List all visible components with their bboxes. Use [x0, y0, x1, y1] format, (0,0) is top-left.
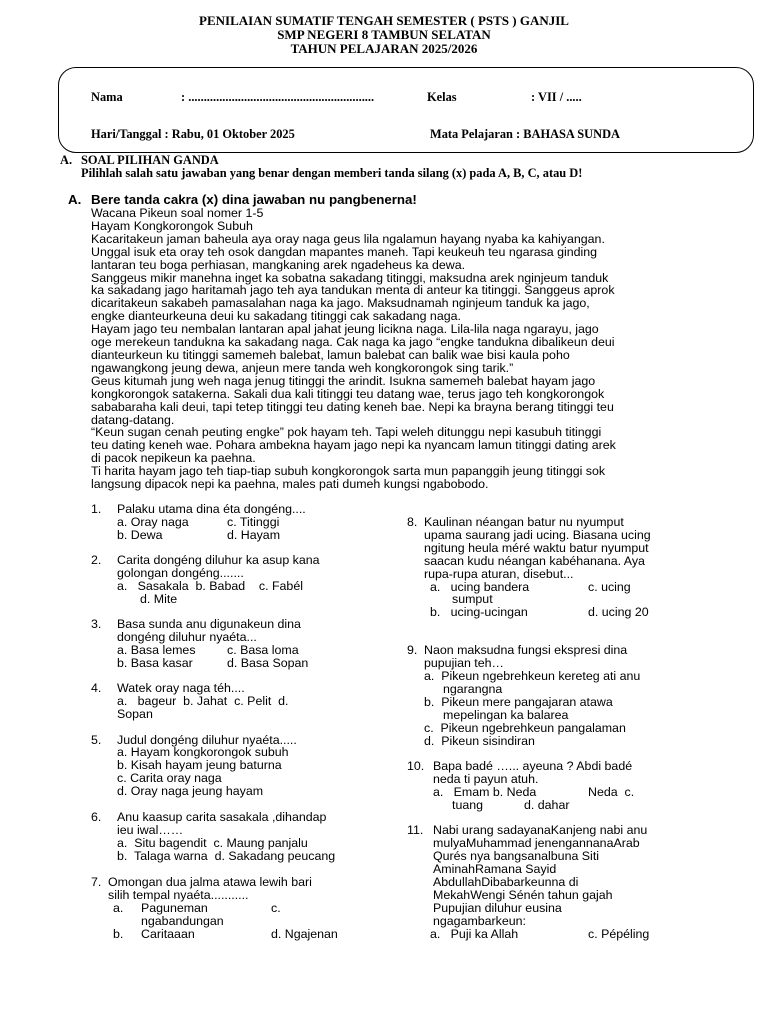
- reading-line: engke dianteurkeuna deui ku sakadang titinggi cak sakadang naga.: [91, 309, 461, 324]
- reading-line: Sanggeus mikir manehna inget ka sobatna sakadang titinggi, maksudna arek nginjeum tanduk: [91, 270, 609, 285]
- question-9-option-b-cont: mepelingan ka balarea: [443, 708, 569, 722]
- section-sunda-letter: A.: [68, 192, 82, 207]
- question-10-option-d[interactable]: d. dahar: [524, 798, 570, 812]
- question-1-option-a[interactable]: a. Oray naga: [117, 515, 189, 529]
- mata-pelajaran: Mata Pelajaran : BAHASA SUNDA: [430, 127, 620, 141]
- question-8-text-cont: saacan kudu néangan kabéhanana. Aya: [424, 554, 645, 568]
- question-2-number: 2.: [91, 553, 102, 567]
- reading-line: Hayam Kongkorongok Subuh: [91, 218, 253, 233]
- question-3-text-cont: dongéng diluhur nyaéta...: [117, 630, 257, 644]
- question-4-option-d[interactable]: Sopan: [117, 707, 153, 721]
- question-2-text-cont: golongan dongéng.......: [117, 566, 244, 580]
- question-6-options-ac[interactable]: a. Situ bagendit c. Maung panjalu: [117, 836, 308, 850]
- question-10-number: 10.: [407, 759, 425, 773]
- nama-field[interactable]: : ............................................................: [181, 90, 375, 104]
- reading-line: sababaraha kali deui, tapi tetep titinggi teu dating keneh bae. Nepi ka brayna berang titinggi teu: [91, 399, 614, 414]
- section-title: SOAL PILIHAN GANDA: [81, 153, 219, 167]
- question-11-text-cont: AminahRamana Sayid: [433, 862, 557, 876]
- question-7-option-b[interactable]: Caritaaan: [141, 927, 195, 941]
- question-7-text: Omongan dua jalma atawa lewih bari: [108, 875, 312, 889]
- question-5-option-d[interactable]: d. Oray naga jeung hayam: [117, 784, 264, 798]
- question-1-option-d[interactable]: d. Hayam: [227, 528, 281, 542]
- hari-tanggal: Hari/Tanggal : Rabu, 01 Oktober 2025: [91, 127, 295, 141]
- header-title: PENILAIAN SUMATIF TENGAH SEMESTER ( PSTS ) GANJIL: [199, 13, 569, 28]
- reading-line: Wacana Pikeun soal nomer 1-5: [91, 206, 264, 220]
- reading-line: Kacaritakeun jaman baheula aya oray naga geus lila ngalamun hayang nyaba ka kahiyangan.: [91, 231, 605, 246]
- question-6-text-cont: ieu iwal……: [117, 823, 184, 837]
- header-school: SMP NEGERI 8 TAMBUN SELATAN: [277, 27, 491, 42]
- question-8-option-d[interactable]: d. ucing 20: [588, 605, 649, 619]
- question-8-text: Kaulinan néangan batur nu nyumput: [424, 515, 624, 529]
- question-9-option-a-cont: ngarangna: [443, 682, 503, 696]
- question-10-option-c[interactable]: Neda c.: [588, 785, 635, 799]
- reading-line: dianteurkeun ku titinggi samemeh balebat, lamun balebat can balik wae bisi kaula poho: [91, 347, 570, 362]
- question-2-options-abc[interactable]: a. Sasakala b. Babad c. Fabél: [117, 579, 303, 593]
- question-2-option-d[interactable]: d. Mite: [140, 592, 178, 606]
- question-10-text: Bapa badé …... ayeuna ? Abdi badé: [433, 759, 633, 773]
- question-3-number: 3.: [91, 617, 102, 631]
- question-3-text: Basa sunda anu digunakeun dina: [117, 617, 301, 631]
- question-5-option-b[interactable]: b. Kisah hayam jeung baturna: [117, 758, 282, 772]
- header-year: TAHUN PELAJARAN 2025/2026: [290, 41, 478, 56]
- reading-line: ka sakadang jago haritamah jago teh aya tandukan menta di anteur ka titinggi. Sanggeus aprok: [91, 283, 615, 298]
- question-6-options-bd[interactable]: b. Talaga warna d. Sakadang peucang: [117, 849, 336, 863]
- question-3-option-b[interactable]: b. Basa kasar: [117, 656, 193, 670]
- nama-label: Nama: [91, 90, 123, 104]
- kelas-label: Kelas: [427, 90, 457, 104]
- reading-line: Hayam jago teu nembalan lantaran apal jahat jeung licikna naga. Lila-lila naga ngarayu, jago: [91, 322, 599, 337]
- question-11-text-cont: AbdullahDibabarkeunna di: [433, 875, 579, 889]
- question-4-number: 4.: [91, 681, 102, 695]
- question-6-text: Anu kaasup carita sasakala ,dihandap: [117, 810, 327, 824]
- question-11-option-c[interactable]: c. Pépéling: [588, 927, 650, 941]
- question-7-number: 7.: [91, 875, 102, 889]
- question-8-option-a[interactable]: a. ucing bandera: [430, 580, 530, 594]
- question-11-number: 11.: [407, 823, 424, 837]
- question-7-option-a[interactable]: Paguneman: [141, 901, 208, 915]
- question-5-text: Judul dongéng diluhur nyaéta.....: [117, 733, 297, 747]
- question-9-number: 9.: [407, 643, 418, 657]
- reading-line: Geus kitumah jung weh naga jenug titinggi the arindit. Isukna samemeh balebat hayam jago: [91, 373, 596, 388]
- reading-line: “Keun sugan cenah peuting engke” pok hayam teh. Tapi weleh ditunggu nepi kasubuh titinggi: [91, 425, 602, 440]
- kelas-field[interactable]: : VII / .....: [531, 90, 582, 104]
- reading-line: teu dating keneh wae. Pohara ambekna hayam jago nepi ka nyancam lamun titinggi dating arek: [91, 438, 616, 453]
- question-4-text: Watek oray naga téh....: [117, 681, 245, 695]
- question-7-text-cont: silih tempal nyaéta...........: [108, 888, 249, 902]
- question-8-option-b[interactable]: b. ucing-ucingan: [430, 605, 528, 619]
- question-10-option-c-cont: tuang: [452, 798, 484, 812]
- question-8-number: 8.: [407, 515, 418, 529]
- question-5-option-c[interactable]: c. Carita oray naga: [117, 771, 222, 785]
- reading-line: di pacok nepikeun ka paehna.: [91, 451, 256, 466]
- question-3-option-a[interactable]: a. Basa lemes: [117, 643, 196, 657]
- question-9-option-b[interactable]: b. Pikeun mere pangajaran atawa: [424, 695, 613, 709]
- question-7-option-c[interactable]: ngabandungan: [141, 914, 224, 928]
- question-1-number: 1.: [91, 502, 102, 516]
- section-letter: A.: [60, 153, 73, 167]
- question-5-number: 5.: [91, 733, 102, 747]
- reading-line: datang-datang.: [91, 412, 175, 427]
- question-11-text-cont: Pupujian diluhur eusina: [433, 901, 562, 915]
- question-7-option-b-letter: b.: [113, 927, 124, 941]
- section-instruction: Pilihlah salah satu jawaban yang benar dengan memberi tanda silang (x) pada A, B, C, atau D!: [81, 166, 583, 180]
- question-1-text: Palaku utama dina éta dongéng....: [117, 502, 306, 516]
- question-8-text-cont: rupa-rupa aturan, disebut...: [424, 567, 574, 581]
- question-7-option-a-letter: a.: [113, 901, 124, 915]
- question-9-text: Naon maksudna fungsi ekspresi dina: [424, 643, 628, 657]
- question-11-text-cont: mulyaMuhammad jenengannanaArab: [433, 836, 640, 850]
- question-3-option-c[interactable]: c. Basa loma: [227, 643, 299, 657]
- question-6-number: 6.: [91, 810, 102, 824]
- reading-passage: [91, 207, 681, 491]
- question-9-option-c[interactable]: c. Pikeun ngebrehkeun pangalaman: [424, 721, 626, 735]
- question-9-option-a[interactable]: a. Pikeun ngebrehkeun kereteg ati anu: [424, 669, 641, 683]
- reading-line: oge merekeun tandukna ka sakadang naga. Cak naga ka jago “engke tandukna dibalikeun deui: [91, 335, 615, 350]
- question-9-text-cont: pupujian teh…: [424, 656, 504, 670]
- question-11-text: Nabi urang sadayanaKanjeng nabi anu: [433, 823, 648, 837]
- question-7-option-c-letter: c.: [271, 901, 281, 915]
- question-8-text-cont: ngitung heula méré waktu batur nyumput: [424, 541, 649, 555]
- question-2-text: Carita dongéng diluhur ka asup kana: [117, 553, 320, 567]
- question-1-option-c[interactable]: c. Titinggi: [227, 515, 280, 529]
- reading-line: Unggal isuk eta oray teh osok dangdan mapantes maneh. Tapi keukeuh teu ngarasa ginding: [91, 244, 598, 259]
- question-11-text-cont: MekahWengi Sénén tahun gajah: [433, 888, 613, 902]
- question-10-options-ab[interactable]: a. Emam b. Neda: [433, 785, 537, 799]
- question-8-option-c[interactable]: c. ucing: [588, 580, 631, 594]
- question-10-text-cont: neda ti payun atuh.: [433, 772, 539, 786]
- reading-line: Ti harita hayam jago teh tiap-tiap subuh kongkorongok sarta mun papanggih jeung titinggi sok: [91, 464, 606, 479]
- question-7-option-d[interactable]: d. Ngajenan: [271, 927, 338, 941]
- question-8-text-cont: upama saurang jadi ucing. Biasana ucing: [424, 528, 651, 542]
- reading-line: kongkorongok satakerna. Sakali dua kali titinggi teu datang wae, terus jago teh kongkorongok: [91, 386, 605, 401]
- question-11-option-a[interactable]: a. Puji ka Allah: [430, 927, 519, 941]
- question-8-option-c-cont: sumput: [452, 592, 493, 606]
- reading-line: dicaritakeun sakabeh pamasalahan naga ka jago. Maksudnamah nginjeum tanduk ka jago,: [91, 296, 590, 311]
- reading-line: lantaran teu boga perhiasan, mangkaning arek ngadeheus ka dewa.: [91, 257, 466, 272]
- question-11-text-cont: Qurés nya bangsanalbuna Siti: [433, 849, 600, 863]
- reading-line: ngawangkong jeung dewa, anjeun mere tanda weh kongkorongok sing tarik.”: [91, 360, 514, 375]
- question-4-options[interactable]: a. bageur b. Jahat c. Pelit d.: [117, 694, 289, 708]
- question-3-option-d[interactable]: d. Basa Sopan: [227, 656, 309, 670]
- question-1-option-b[interactable]: b. Dewa: [117, 528, 163, 542]
- question-5-option-a[interactable]: a. Hayam kongkorongok subuh: [117, 745, 289, 759]
- reading-line: langsung dipacok nepi ka paehna, males pati dumeh kungsi ngabobodo.: [91, 477, 489, 492]
- question-11-text-cont: ngagambarkeun:: [433, 914, 526, 928]
- section-sunda-title: Bere tanda cakra (x) dina jawaban nu pangbenerna!: [91, 192, 417, 207]
- question-9-option-d[interactable]: d. Pikeun sisindiran: [424, 734, 535, 748]
